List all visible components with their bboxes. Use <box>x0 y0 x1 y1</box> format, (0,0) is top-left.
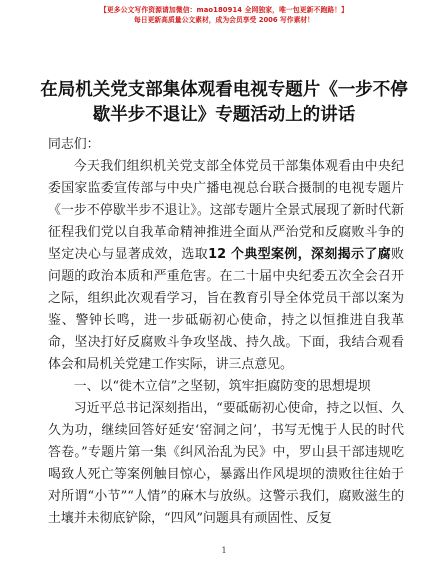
document-title: 在局机关党支部集体观看电视专题片《一步不停歇半步不退让》专题活动上的讲话 <box>40 80 408 125</box>
paragraph-intro <box>48 156 404 376</box>
promo-banner-line2: 每日更新高质量公文素材，成为会员享受 2006 写作素材！ <box>134 16 314 24</box>
page-number: 1 <box>221 546 227 555</box>
paragraph-section-1: 习近平总书记深刻指出，“要砥砺初心使命，持之以恒、久久为功，继续回答好延安‘窑洞之问’，书写无愧于人民的时代答卷。”专题片第一集《纠风治乱为民》中，罗山县干部违规吃喝致人死亡等案例触目惊心，暴露出作风堤坝的溃败往往始于对所谓“小节”“人情”的麻木与放纵。这警示我们，腐败滋生的土壤并未彻底铲除，“四风”问题具有顽固性、反复 <box>48 401 404 526</box>
paragraph-intro-text-a: 今天我们组织机关党支部全体党员干部集体观看由中央纪委国家监委宣传部与中央广播电视总台联合摄制的电视专题片《一步不停歇半步不退让》。这部专题片全景式展现了新时代新征程我们党以自我革命精神推进全面从严治党和反腐败斗争的坚定决心与显著成效，选取 <box>48 159 404 262</box>
document-body <box>48 134 404 530</box>
promo-banner <box>0 5 448 25</box>
section-heading-1: 一、以“徙木立信”之坚韧，筑牢拒腐防变的思想堤坝 <box>73 379 371 394</box>
promo-banner-line1: 【更多公文写作资源请加微信：mao180914 全网独家，唯一包更新不跑路！】 <box>99 6 349 14</box>
paragraph-intro-text-b: 败问题的政治本质和严重危害。在二十届中央纪委五次全会召开之际，组织此次观看学习，旨在教育引导全体党员干部以案为鉴、警钟长鸣，进一步砥砺初心使命，持之以恒推进自我革命，坚决打好反腐败斗争攻坚战、持久战。下面，我结合观看体会和局机关党建工作实际，讲三点意见。 <box>48 247 405 372</box>
greeting: 同志们： <box>48 137 100 152</box>
emphasized-text: 12 个典型案例，深刻揭示了腐 <box>208 247 392 262</box>
